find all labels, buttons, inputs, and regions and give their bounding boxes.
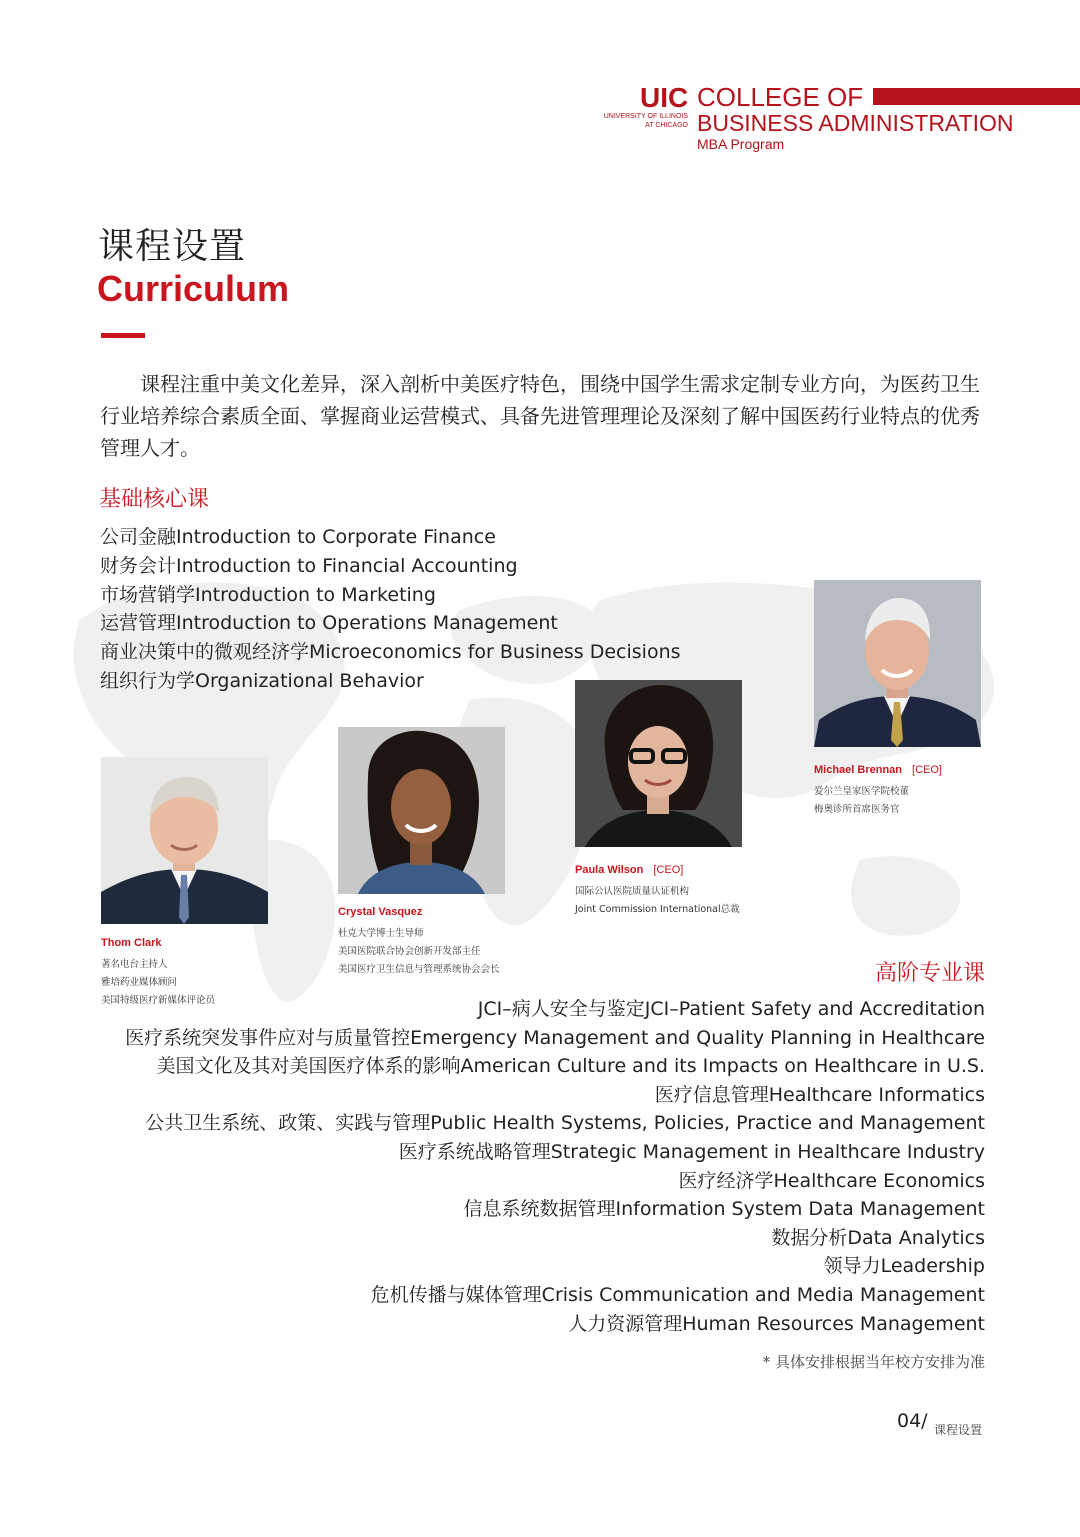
advanced-course-item: 领导力Leadership xyxy=(823,1255,985,1278)
profile-line: 梅奥诊所首席医务官 xyxy=(814,804,900,815)
logo-business-text: BUSINESS ADMINISTRATION xyxy=(697,110,1014,136)
core-course-item: 运营管理Introduction to Operations Management xyxy=(100,612,558,635)
profile-name-crystal-vasquez xyxy=(338,906,422,918)
profile-line: 国际公认医院质量认证机构 xyxy=(575,886,690,897)
profile-role: [CEO] xyxy=(912,764,942,776)
advanced-course-item: 数据分析Data Analytics xyxy=(771,1226,985,1249)
core-course-item: 财务会计Introduction to Financial Accounting xyxy=(100,554,518,577)
portrait-crystal-vasquez xyxy=(338,727,505,894)
intro-paragraph xyxy=(100,368,990,464)
profile-line: 杜克大学博士生导师 xyxy=(338,928,424,939)
profile-name: Crystal Vasquez xyxy=(338,906,423,918)
profile-name-thom-clark xyxy=(101,937,162,949)
schedule-footnote: * 具体安排根据当年校方安排为准 xyxy=(762,1353,985,1371)
portrait-paula-wilson xyxy=(575,680,742,847)
advanced-course-item: 信息系统数据管理Information System Data Management xyxy=(463,1198,985,1221)
advanced-course-item: 医疗信息管理Healthcare Informatics xyxy=(654,1083,985,1106)
portrait-thom-clark-image xyxy=(101,757,268,924)
advanced-course-item: 公共卫生系统、政策、实践与管理Public Health Systems, Policies, Practice and Management xyxy=(145,1112,985,1135)
title-divider xyxy=(101,333,145,338)
logo-university-line: UNIVERSITY OF ILLINOIS xyxy=(603,113,688,120)
advanced-course-item: JCI–病人安全与鉴定JCI–Patient Safety and Accreditation xyxy=(477,998,985,1020)
core-course-item: 公司金融Introduction to Corporate Finance xyxy=(100,526,496,548)
intro-text: 课程注重中美文化差异，深入剖析中美医疗特色，围绕中国学生需求定制专业方向，为医药卫生行业培养综合素质全面、掌握商业运营模式、具备先进管理理论及深刻了解中国医药行业特点的优秀管理人才。 xyxy=(100,372,980,460)
logo-program-text: MBA Program xyxy=(697,136,785,152)
portrait-thom-clark xyxy=(101,757,268,924)
profile-line: 美国医院联合协会创新开发部主任 xyxy=(338,946,481,957)
portrait-michael-brennan-image xyxy=(814,580,981,747)
profile-line: 著名电台主持人 xyxy=(101,959,168,970)
profile-line: 美国特级医疗新媒体评论员 xyxy=(101,995,216,1006)
uic-logo-wordmark: UIC xyxy=(640,82,689,113)
profile-role: [CEO] xyxy=(653,864,684,876)
page-section-label: 课程设置 xyxy=(934,1423,983,1437)
profile-name: Thom Clark xyxy=(101,937,162,949)
profile-line: 爱尔兰皇家医学院校董 xyxy=(814,786,910,797)
page-number: 04/ xyxy=(897,1410,928,1432)
core-course-item: 商业决策中的微观经济学Microeconomics for Business Decisions xyxy=(100,641,681,664)
advanced-course-item: 医疗系统突发事件应对与质量管控Emergency Management and Quality Planning in Healthcare xyxy=(125,1026,985,1049)
page-title-en: Curriculum xyxy=(97,268,290,309)
logo-college-text: COLLEGE OF xyxy=(697,82,864,112)
core-courses-heading: 基础核心课 xyxy=(99,487,210,512)
profile-name-michael-brennan xyxy=(814,764,942,776)
profile-name: Michael Brennan xyxy=(814,764,903,776)
portrait-crystal-vasquez-image xyxy=(338,727,505,894)
profile-line: 美国医疗卫生信息与管理系统协会会长 xyxy=(338,964,500,975)
core-course-item: 市场营销学Introduction to Marketing xyxy=(100,583,436,606)
advanced-course-item: 美国文化及其对美国医疗体系的影响American Culture and its Impacts on Healthcare in U.S. xyxy=(156,1055,985,1078)
advanced-course-item: 医疗系统战略管理Strategic Management in Healthcare Industry xyxy=(398,1140,985,1163)
portrait-paula-wilson-image xyxy=(575,680,742,847)
uic-logo-university xyxy=(586,112,688,130)
core-courses-list xyxy=(100,523,681,696)
logo-at-chicago-line: AT CHICAGO xyxy=(645,122,688,129)
advanced-courses-heading: 高阶专业课 xyxy=(874,961,985,986)
advanced-course-item: 人力资源管理Human Resources Management xyxy=(568,1312,985,1335)
advanced-course-item: 医疗经济学Healthcare Economics xyxy=(678,1169,985,1192)
profile-line: Joint Commission International总裁 xyxy=(575,904,740,915)
profile-line: 雅培药业媒体顾问 xyxy=(101,977,178,988)
page-title-zh: 课程设置 xyxy=(98,226,247,267)
logo-accent-bar xyxy=(873,88,1080,105)
profile-name: Paula Wilson xyxy=(575,864,644,876)
core-course-item: 组织行为学Organizational Behavior xyxy=(100,669,424,692)
profile-name-paula-wilson xyxy=(575,864,683,876)
advanced-course-item: 危机传播与媒体管理Crisis Communication and Media Management xyxy=(370,1283,985,1306)
portrait-michael-brennan xyxy=(814,580,981,747)
advanced-courses-list xyxy=(125,995,985,1338)
